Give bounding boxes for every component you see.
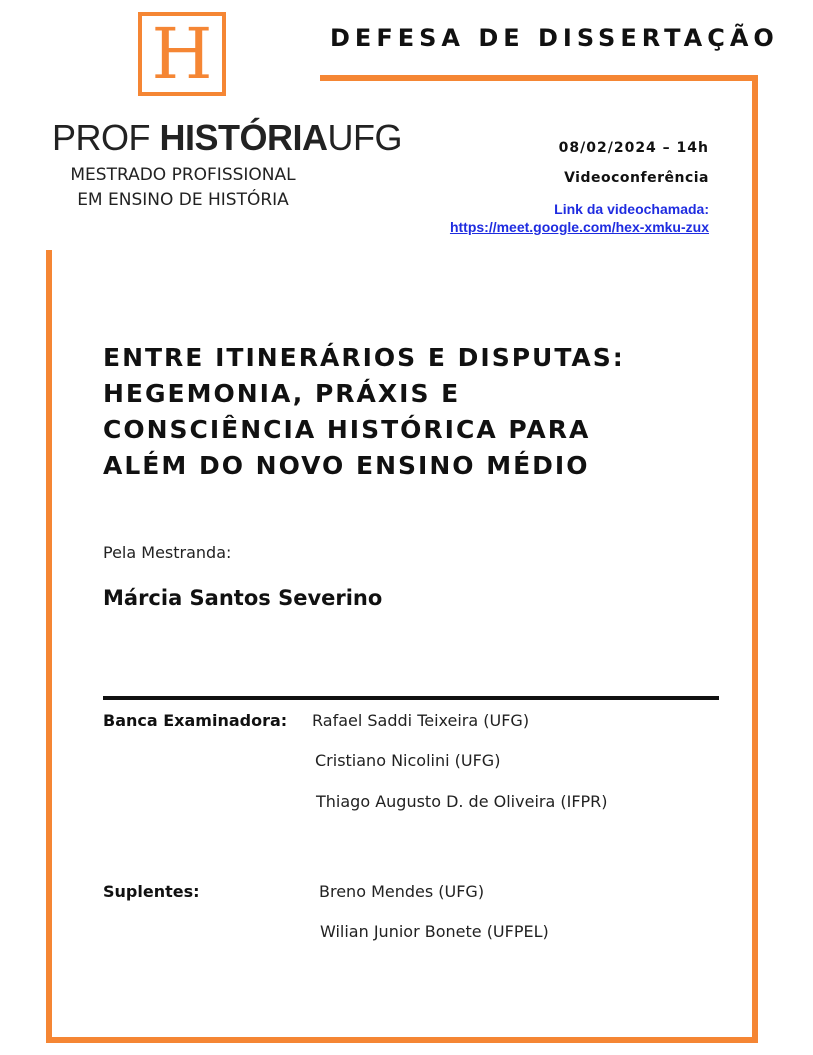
defense-mode: Videoconferência [564, 170, 709, 186]
thesis-title [103, 340, 723, 484]
committee-member: Cristiano Nicolini (UFG) [315, 751, 501, 770]
section-divider [103, 696, 719, 700]
thesis-title-line: CONSCIÊNCIA HISTÓRICA PARA [103, 415, 591, 444]
document-title: DEFESA DE DISSERTAÇÃO [330, 24, 779, 52]
frame-right-border [752, 75, 758, 1043]
committee-member: Thiago Augusto D. de Oliveira (IFPR) [316, 792, 608, 811]
video-call-link[interactable]: https://meet.google.com/hex-xmku-zux [449, 219, 709, 235]
thesis-title-line: ENTRE ITINERÁRIOS E DISPUTAS: [103, 343, 625, 372]
brand-prof: PROF [52, 117, 151, 158]
logo-subtitle-line2: EM ENSINO DE HISTÓRIA [77, 190, 289, 210]
candidate-name: Márcia Santos Severino [103, 586, 383, 610]
logo-letter: H [151, 13, 213, 95]
committee-label: Banca Examinadora: [103, 711, 288, 730]
committee-member: Rafael Saddi Teixeira (UFG) [312, 711, 530, 730]
logo-wordmark [52, 117, 403, 158]
thesis-title-line: ALÉM DO NOVO ENSINO MÉDIO [103, 451, 590, 480]
video-call-link-label: Link da videochamada: [554, 201, 709, 217]
brand-historia: HISTÓRIA [159, 117, 328, 158]
frame-bottom-border [46, 1037, 758, 1043]
defense-date-time: 08/02/2024 – 14h [558, 140, 709, 156]
frame-left-border [46, 250, 52, 1043]
thesis-title-line: HEGEMONIA, PRÁXIS E [103, 379, 461, 408]
alternate-member: Wilian Junior Bonete (UFPEL) [320, 922, 549, 941]
logo-h-emblem [138, 12, 226, 96]
alternates-label: Suplentes: [103, 882, 200, 901]
logo-subtitle-line1: MESTRADO PROFISSIONAL [70, 165, 296, 185]
alternate-member: Breno Mendes (UFG) [319, 882, 485, 901]
candidate-label: Pela Mestranda: [103, 543, 232, 562]
brand-ufg: UFG [327, 117, 403, 158]
frame-top-border [320, 75, 758, 81]
